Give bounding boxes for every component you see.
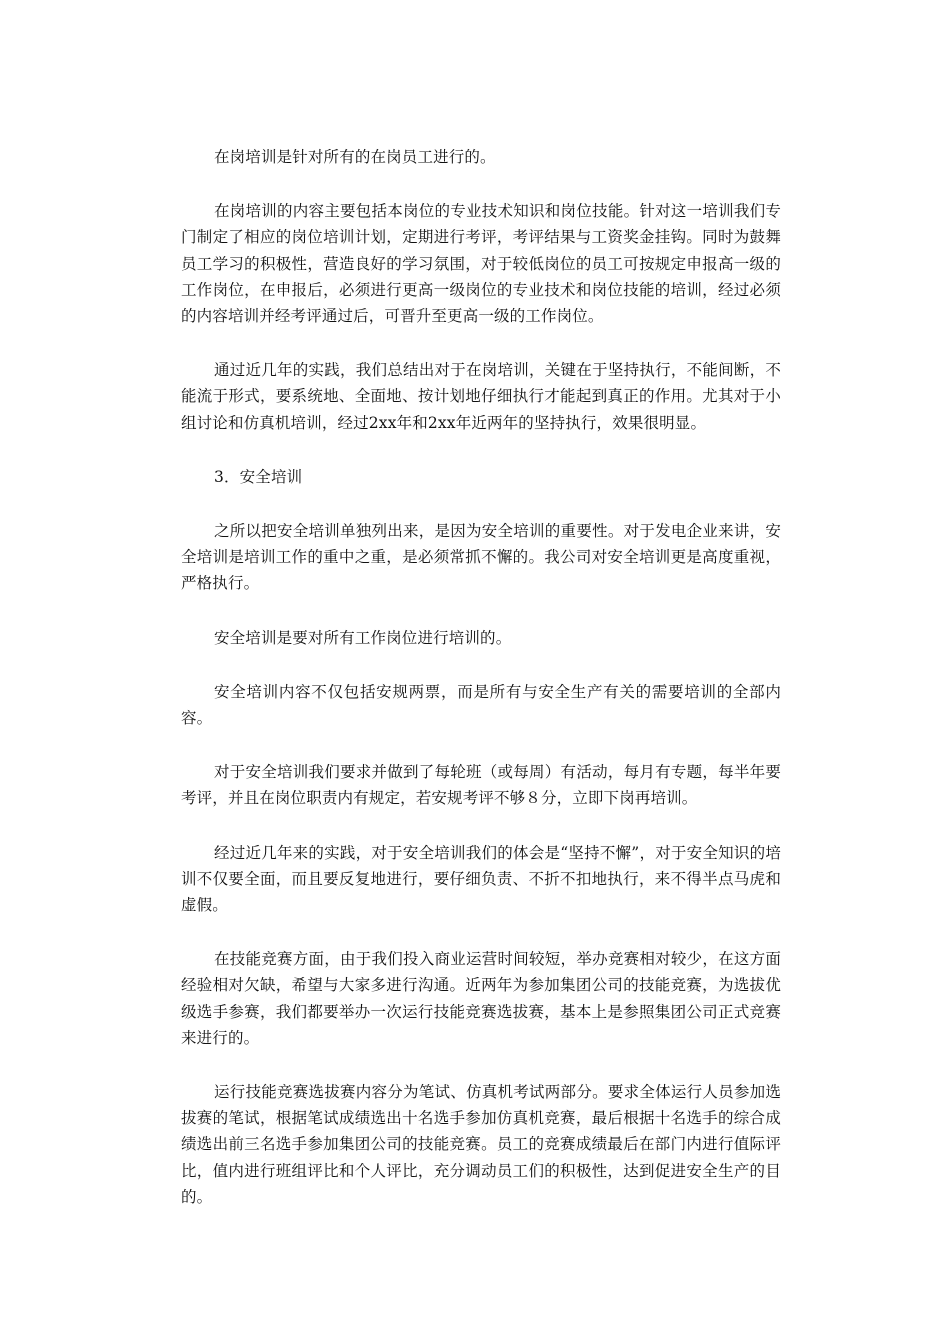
paragraph-onjob-content: 在岗培训的内容主要包括本岗位的专业技术知识和岗位技能。针对这一培训我们专门制定了相应的岗位培训计划，定期进行考评，考评结果与工资奖金挂钩。同时为鼓舞员工学习的积极性，营造良好的学习氛围，对于较低岗位的员工可按规定申报高一级的工作岗位，在申报后，必须进行更高一级岗位的专业技术和岗位技能的培训，经过必须的内容培训并经考评通过后，可晋升至更高一级的工作岗位。 <box>181 202 781 326</box>
paragraph-safety-scope: 安全培训是要对所有工作岗位进行培训的。 <box>214 628 512 647</box>
paragraph-safety-importance: 之所以把安全培训单独列出来，是因为安全培训的重要性。对于发电企业来讲，安全培训是培训工作的重中之重，是必须常抓不懈的。我公司对安全培训更是高度重视，严格执行。 <box>181 522 781 593</box>
paragraph-skills-competition: 在技能竞赛方面，由于我们投入商业运营时间较短，举办竞赛相对较少，在这方面经验相对欠缺，希望与大家多进行沟通。近两年为参加集团公司的技能竞赛，为选拔优级选手参赛，我们都要举办一次运行技能竞赛选拔赛，基本上是参照集团公司正式竞赛来进行的。 <box>181 950 781 1047</box>
paragraph-onjob-practice: 通过近几年的实践，我们总结出对于在岗培训，关键在于坚持执行，不能间断，不能流于形式，要系统地、全面地、按计划地仔细执行才能起到真正的作用。尤其对于小组讨论和仿真机培训，经过2xx年和2xx年近两年的坚持执行，效果很明显。 <box>181 361 781 432</box>
paragraph-safety-experience: 经过近几年来的实践，对于安全培训我们的体会是“坚持不懈”，对于安全知识的培训不仅要全面，而且要反复地进行，要仔细负责、不折不扣地执行，来不得半点马虎和虚假。 <box>181 843 781 915</box>
paragraph-competition-format: 运行技能竞赛选拔赛内容分为笔试、仿真机考试两部分。要求全体运行人员参加选拔赛的笔试，根据笔试成绩选出十名选手参加仿真机竞赛，最后根据十名选手的综合成绩选出前三名选手参加集团公司的技能竞赛。员工的竞赛成绩最后在部门内进行值际评比，值内进行班组评比和个人评比，充分调动员工们的积极性，达到促进安全生产的目的。 <box>181 1083 781 1206</box>
paragraph-safety-content: 安全培训内容不仅包括安规两票，而是所有与安全生产有关的需要培训的全部内容。 <box>181 682 781 728</box>
paragraph-onjob-scope: 在岗培训是针对所有的在岗员工进行的。 <box>214 148 496 166</box>
section-heading-safety-training: 3．安全培训 <box>214 467 303 486</box>
document-page <box>181 144 781 1238</box>
paragraph-safety-schedule: 对于安全培训我们要求并做到了每轮班（或每周）有活动，每月有专题，每半年要考评，并且在岗位职责内有规定，若安规考评不够８分，立即下岗再培训。 <box>181 763 781 808</box>
